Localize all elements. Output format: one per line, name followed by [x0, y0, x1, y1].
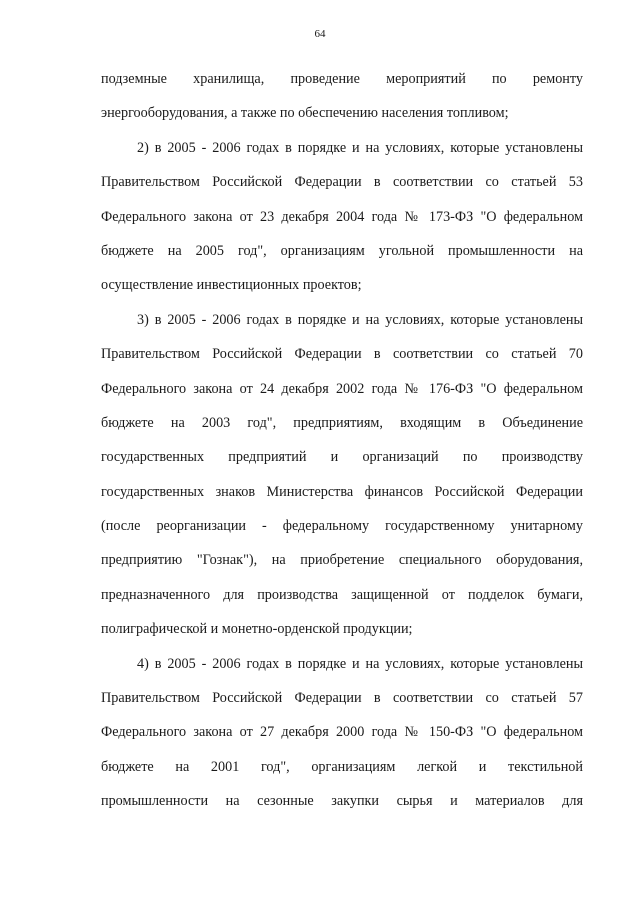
- text-line: Правительством Российской Федерации в соответствии со статьей 53: [101, 174, 583, 191]
- text-line: (после реорганизации - федеральному государственному унитарному: [101, 518, 583, 535]
- text-line: 2) в 2005 - 2006 годах в порядке и на условиях, которые установлены: [137, 139, 583, 156]
- paragraph-item-2: [101, 131, 583, 303]
- text-line: полиграфической и монетно-орденской продукции;: [101, 621, 413, 638]
- text-line: предназначенного для производства защищенной от подделок бумаги,: [101, 586, 583, 603]
- text-line: энергооборудования, а также по обеспечению населения топливом;: [101, 105, 509, 122]
- text-line: осуществление инвестиционных проектов;: [101, 277, 362, 294]
- text-line: 4) в 2005 - 2006 годах в порядке и на условиях, которые установлены: [137, 655, 583, 672]
- paragraph-item-3: [101, 303, 583, 647]
- page-number: 64: [314, 28, 326, 40]
- text-line: государственных знаков Министерства финансов Российской Федерации: [101, 483, 583, 500]
- text-line: 3) в 2005 - 2006 годах в порядке и на условиях, которые установлены: [137, 311, 583, 328]
- text-line: государственных предприятий и организаций по производству: [101, 449, 583, 466]
- text-line: промышленности на сезонные закупки сырья и материалов для: [101, 793, 583, 810]
- document-body: [101, 62, 583, 819]
- text-line: Правительством Российской Федерации в соответствии со статьей 70: [101, 346, 583, 363]
- text-line: Федерального закона от 24 декабря 2002 года № 176-ФЗ "О федеральном: [101, 380, 583, 397]
- text-line: бюджете на 2003 год", предприятиям, входящим в Объединение: [101, 414, 583, 431]
- text-line: Правительством Российской Федерации в соответствии со статьей 57: [101, 690, 583, 707]
- text-line: подземные хранилища, проведение мероприятий по ремонту: [101, 71, 583, 87]
- text-line: бюджете на 2001 год", организациям легкой и текстильной: [101, 758, 583, 775]
- paragraph-item-4: [101, 647, 583, 819]
- text-line: бюджете на 2005 год", организациям угольной промышленности на: [101, 242, 583, 259]
- paragraph-continuation: [101, 62, 583, 131]
- text-line: Федерального закона от 27 декабря 2000 года № 150-ФЗ "О федеральном: [101, 724, 583, 741]
- text-line: предприятию "Гознак"), на приобретение специального оборудования,: [101, 552, 583, 569]
- text-line: Федерального закона от 23 декабря 2004 года № 173-ФЗ "О федеральном: [101, 208, 583, 225]
